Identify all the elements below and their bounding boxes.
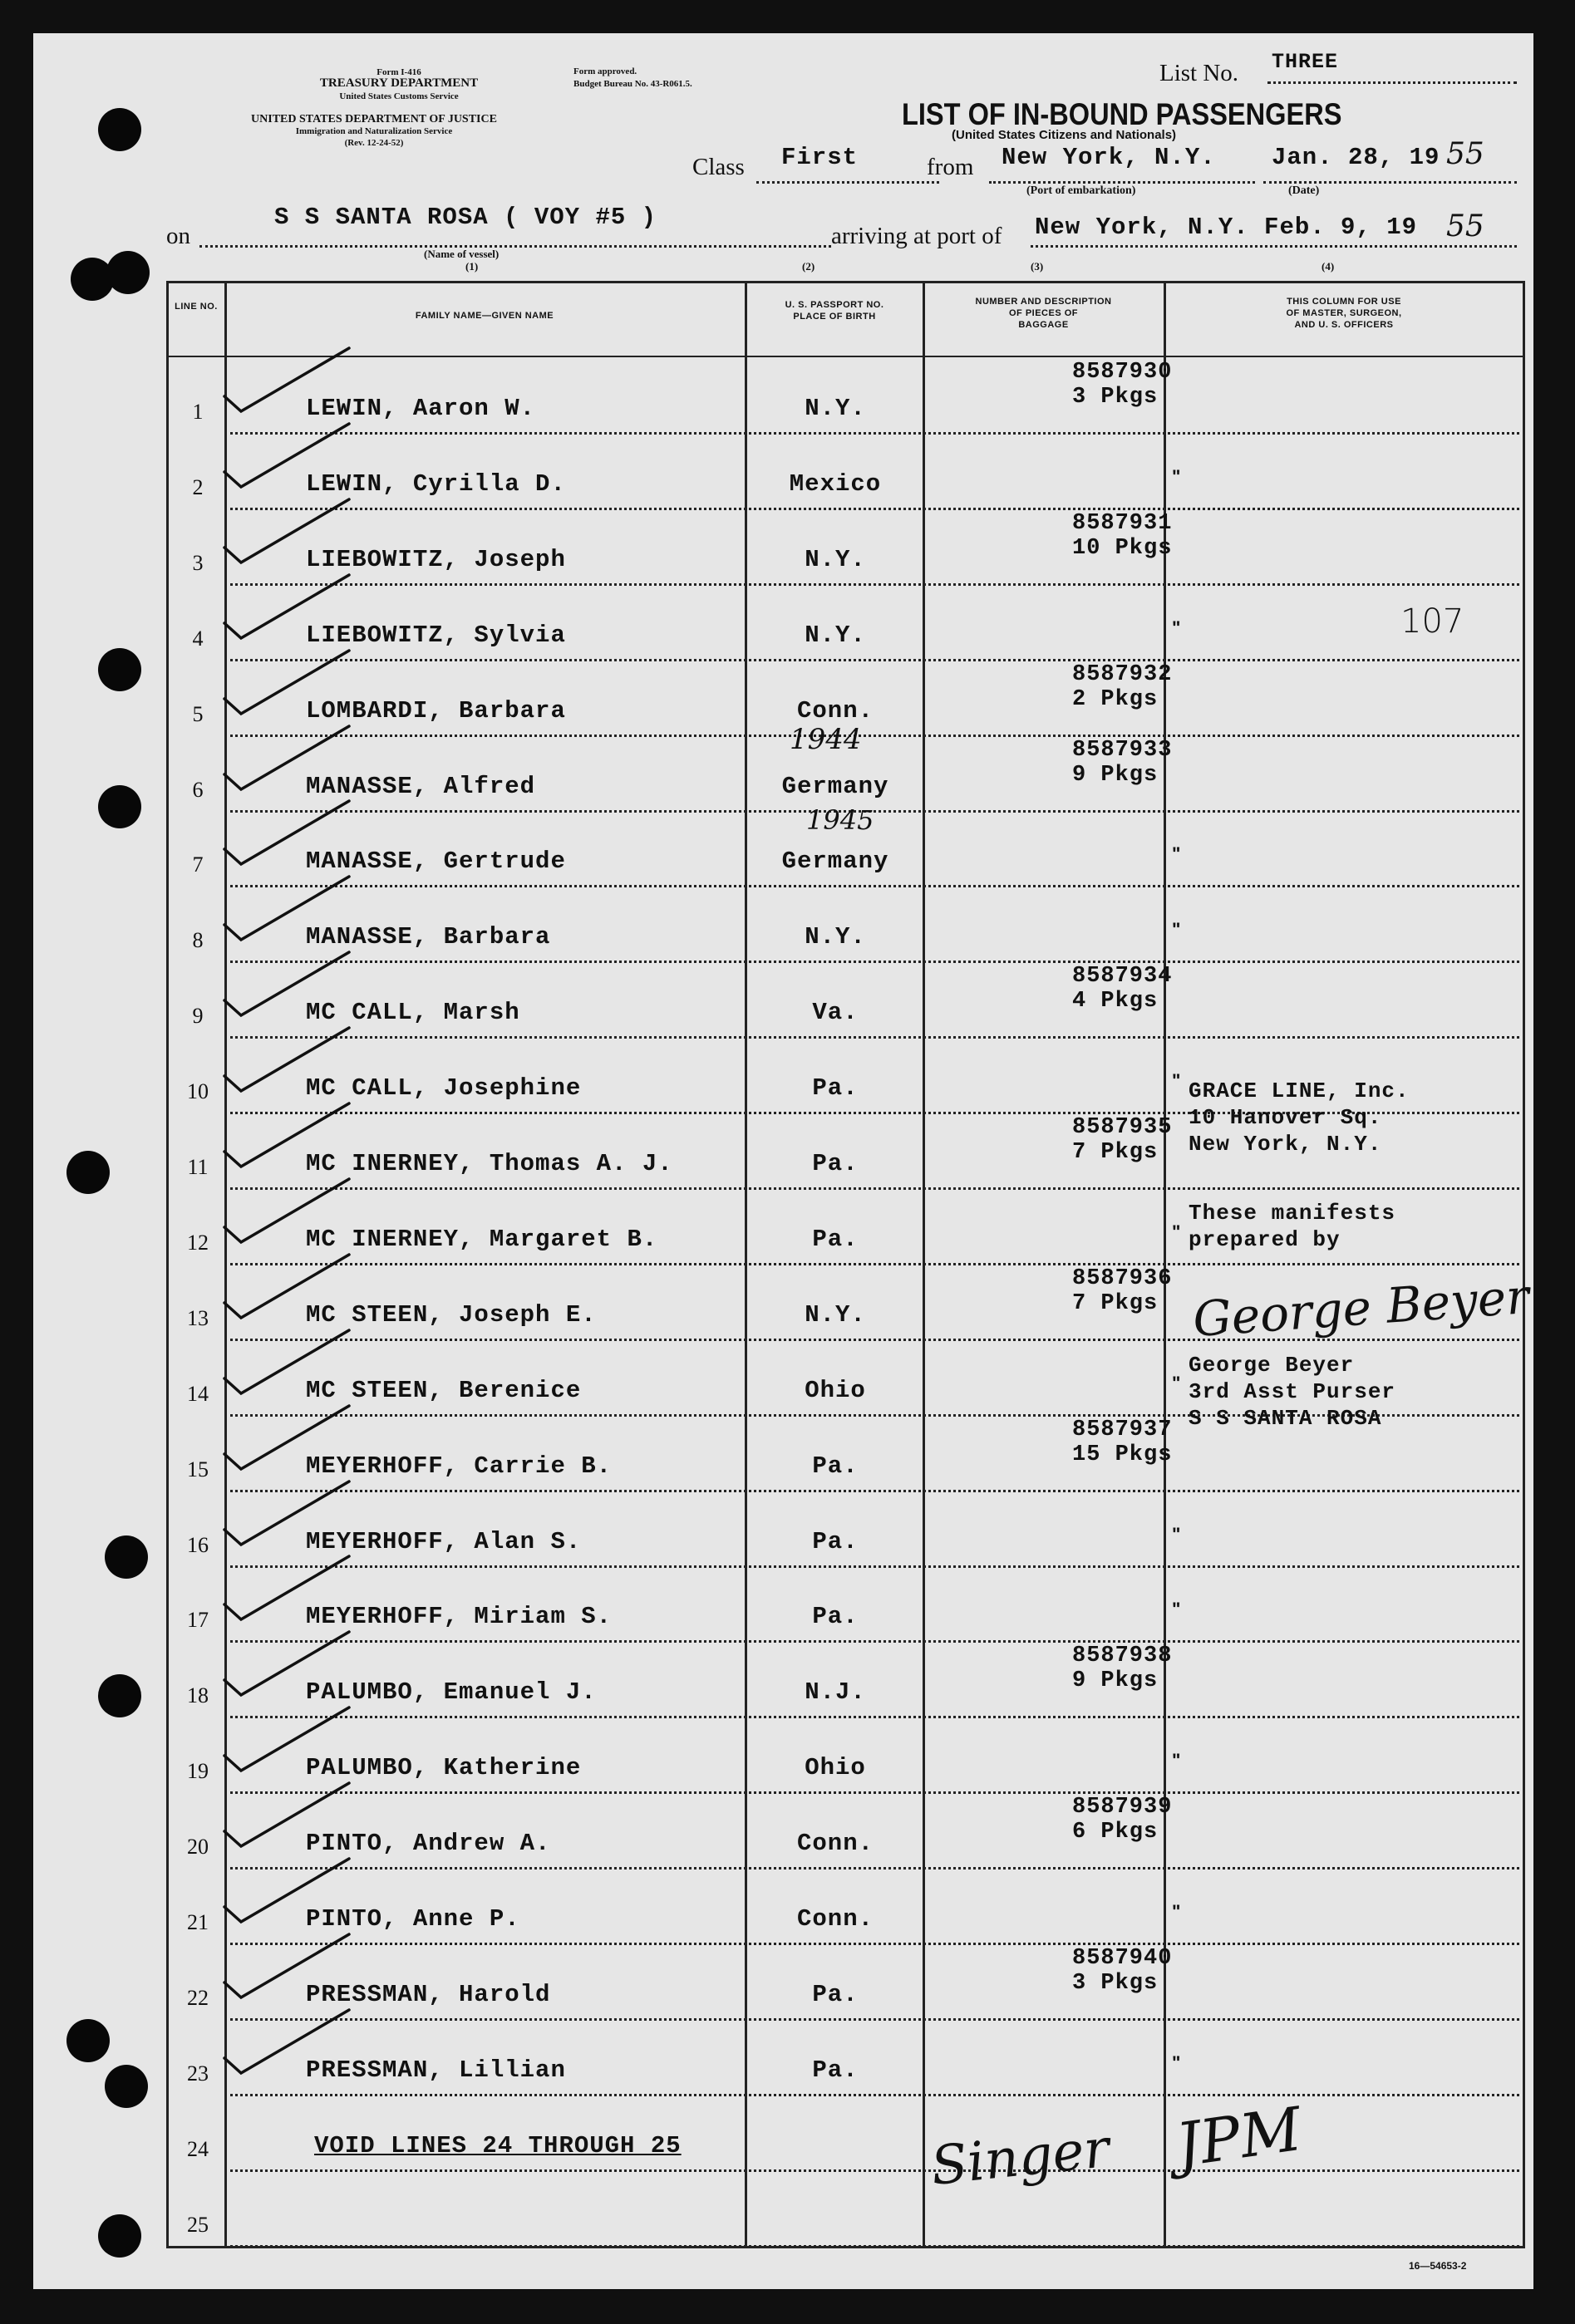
manifest-page (33, 33, 1533, 2289)
signer-line-2: 3rd Asst Purser (1189, 1379, 1396, 1404)
table-row (166, 437, 1525, 513)
table-row (166, 890, 1525, 965)
place-of-birth: N.Y. (805, 1300, 866, 1329)
line-number: 19 (187, 1759, 209, 1784)
date-year: 55 (1446, 137, 1484, 171)
line-number: 25 (187, 2212, 209, 2237)
on-label: on (166, 223, 190, 249)
vessel-name: S S SANTA ROSA ( VOY #5 ) (274, 204, 657, 231)
passenger-name: VOID LINES 24 THROUGH 25 (314, 2131, 682, 2159)
margin-number: 107 (1400, 602, 1464, 641)
dept-line-4: Immigration and Naturalization Service (295, 126, 453, 136)
line-number: 13 (187, 1305, 209, 1330)
place-of-birth: N.Y. (805, 923, 866, 951)
ditto-mark: " (1172, 1523, 1181, 1545)
passenger-name: PINTO, Anne P. (306, 1905, 520, 1933)
line-number: 17 (187, 1608, 209, 1633)
row-dotted-rule (224, 508, 1525, 510)
row-dotted-rule (224, 1263, 1525, 1265)
birth-year-1944: 1944 (790, 723, 862, 756)
arriving-year: 55 (1446, 209, 1484, 243)
passenger-name: LIEBOWITZ, Joseph (306, 545, 566, 573)
from-label: from (927, 154, 974, 180)
form-number: Form I-416 (377, 67, 421, 77)
baggage-number: 8587933 (1072, 737, 1173, 763)
table-row (166, 361, 1525, 437)
agent-line-3: New York, N.Y. (1189, 1132, 1382, 1157)
col-header-passport: U. S. PASSPORT NO. PLACE OF BIRTH (785, 300, 884, 322)
binder-hole (66, 2019, 110, 2062)
from-value: New York, N.Y. (1002, 144, 1216, 171)
row-dotted-rule (224, 1339, 1525, 1341)
line-number: 2 (192, 474, 204, 499)
inspector-initials: JPM (1171, 2093, 1307, 2181)
line-number: 12 (187, 1230, 209, 1255)
signer-line-1: George Beyer (1189, 1353, 1355, 1378)
place-of-birth: Germany (781, 772, 889, 800)
passenger-name: LIEBOWITZ, Sylvia (306, 621, 566, 649)
line-number: 21 (187, 1910, 209, 1934)
table-row (166, 2023, 1525, 2099)
passenger-name: LEWIN, Aaron W. (306, 395, 536, 422)
place-of-birth: Mexico (789, 469, 882, 498)
line-number: 16 (187, 1532, 209, 1557)
table-row (166, 1721, 1525, 1796)
passenger-name: MANASSE, Gertrude (306, 848, 566, 876)
passenger-name: MEYERHOFF, Carrie B. (306, 1452, 613, 1480)
vessel-caption: (Name of vessel) (424, 248, 500, 260)
passenger-name: LEWIN, Cyrilla D. (306, 469, 566, 498)
place-of-birth: Va. (812, 999, 859, 1027)
table-row (166, 2174, 1525, 2250)
passenger-name: MEYERHOFF, Miriam S. (306, 1603, 613, 1631)
row-dotted-rule (224, 583, 1525, 586)
binder-hole (98, 1674, 141, 1717)
dept-line-2: United States Customs Service (339, 91, 459, 101)
line-number: 5 (192, 701, 204, 726)
baggage-number: 8587940 (1072, 1945, 1173, 1971)
baggage-number: 8587935 (1072, 1115, 1173, 1140)
binder-hole (105, 1535, 148, 1579)
ditto-mark: " (1172, 1372, 1181, 1393)
agent-line-2: 10 Hanover Sq. (1189, 1105, 1382, 1130)
baggage-pieces: 9 Pkgs (1072, 762, 1159, 788)
class-value: First (781, 144, 859, 171)
line-number: 18 (187, 1683, 209, 1708)
caption-3: (3) (1031, 260, 1044, 273)
approved-line-2: Budget Bureau No. 43-R061.5. (573, 79, 692, 89)
ditto-mark: " (1172, 843, 1181, 865)
table-row (166, 1495, 1525, 1570)
col-header-baggage: NUMBER AND DESCRIPTION OF PIECES OF BAGGAGE (975, 297, 1112, 330)
place-of-birth: Pa. (812, 1603, 859, 1631)
page-title: LIST OF IN-BOUND PASSENGERS (902, 97, 1342, 131)
row-dotted-rule (224, 1490, 1525, 1492)
place-of-birth: Conn. (796, 1830, 874, 1858)
table-row (166, 1872, 1525, 1948)
baggage-number: 8587930 (1072, 360, 1173, 385)
place-of-birth: N.Y. (805, 545, 866, 573)
row-dotted-rule (224, 659, 1525, 661)
place-of-birth: N.Y. (805, 621, 866, 649)
revision-date: (Rev. 12-24-52) (344, 138, 404, 148)
place-of-birth: Pa. (812, 1150, 859, 1177)
line-number: 22 (187, 1985, 209, 2010)
purser-signature: George Beyer (1191, 1267, 1531, 1349)
row-dotted-rule (224, 1565, 1525, 1568)
line-number: 3 (192, 550, 204, 575)
table-row (166, 1796, 1525, 1872)
port-caption: (Port of embarkation) (1026, 184, 1136, 197)
passenger-name: PINTO, Andrew A. (306, 1830, 551, 1858)
binder-hole (98, 2214, 141, 2258)
dept-line-3: UNITED STATES DEPARTMENT OF JUSTICE (251, 113, 497, 125)
line-number: 14 (187, 1381, 209, 1406)
place-of-birth: Pa. (812, 1527, 859, 1555)
col-header-officers: THIS COLUMN FOR USE OF MASTER, SURGEON, AND U. S. OFFICERS (1286, 297, 1402, 330)
row-dotted-rule (224, 1867, 1525, 1870)
line-number: 23 (187, 2061, 209, 2086)
binder-hole (106, 251, 150, 294)
baggage-pieces: 4 Pkgs (1072, 989, 1159, 1015)
list-label: List No. (1159, 60, 1239, 86)
baggage-pieces: 2 Pkgs (1072, 686, 1159, 712)
row-dotted-rule (224, 885, 1525, 887)
arriving-label: arriving at port of (831, 223, 1002, 249)
line-number: 7 (192, 852, 204, 877)
row-dotted-rule (224, 1187, 1525, 1190)
prepared-line-2: prepared by (1189, 1227, 1341, 1252)
place-of-birth: Conn. (796, 696, 874, 725)
row-dotted-rule (224, 1640, 1525, 1643)
ditto-mark: " (1172, 2051, 1181, 2073)
passenger-name: MC CALL, Josephine (306, 1074, 582, 1103)
row-dotted-rule (224, 2169, 1525, 2172)
row-dotted-rule (224, 1791, 1525, 1794)
ditto-mark: " (1172, 919, 1181, 941)
line-number: 6 (192, 777, 204, 802)
ditto-mark: " (1172, 1221, 1181, 1242)
passenger-name: MANASSE, Alfred (306, 772, 536, 800)
ditto-mark: " (1172, 1599, 1181, 1620)
place-of-birth: Ohio (805, 1754, 866, 1782)
baggage-number: 8587934 (1072, 964, 1173, 990)
place-of-birth: Pa. (812, 1980, 859, 2008)
baggage-pieces: 10 Pkgs (1072, 535, 1173, 561)
passenger-name: PALUMBO, Emanuel J. (306, 1678, 597, 1707)
dept-line-1: TREASURY DEPARTMENT (319, 76, 479, 90)
class-label: Class (692, 154, 745, 180)
table-row (166, 1645, 1525, 1721)
place-of-birth: Pa. (812, 1225, 859, 1253)
row-dotted-rule (224, 1036, 1525, 1039)
binder-hole (98, 648, 141, 691)
row-dotted-rule (224, 2094, 1525, 2096)
place-of-birth: Pa. (812, 2056, 859, 2084)
line-number: 1 (192, 400, 204, 424)
binder-hole (98, 785, 141, 828)
passenger-name: MEYERHOFF, Alan S. (306, 1527, 582, 1555)
inspector-signature: Singer (928, 2117, 1113, 2199)
place-of-birth: Ohio (805, 1376, 866, 1404)
date-caption: (Date) (1288, 184, 1320, 197)
ditto-mark: " (1172, 617, 1181, 638)
table-row (166, 510, 1525, 588)
caption-1: (1) (465, 260, 479, 273)
passenger-name: PRESSMAN, Lillian (306, 2056, 566, 2084)
place-of-birth: N.Y. (805, 395, 866, 422)
baggage-number: 8587936 (1072, 1265, 1173, 1291)
passenger-name: MC INERNEY, Thomas A. J. (306, 1150, 673, 1177)
line-number: 4 (192, 626, 204, 651)
line-number: 24 (187, 2136, 209, 2161)
baggage-pieces: 9 Pkgs (1072, 1668, 1159, 1694)
place-of-birth: N.J. (805, 1678, 866, 1707)
caption-2: (2) (802, 260, 815, 273)
baggage-pieces: 15 Pkgs (1072, 1442, 1173, 1467)
baggage-pieces: 7 Pkgs (1072, 1140, 1159, 1165)
approved-line-1: Form approved. (573, 66, 637, 76)
baggage-pieces: 7 Pkgs (1072, 1290, 1159, 1316)
place-of-birth: Conn. (796, 1905, 874, 1933)
place-of-birth: Pa. (812, 1452, 859, 1480)
row-dotted-rule (224, 735, 1525, 737)
line-number: 15 (187, 1457, 209, 1481)
row-dotted-rule (224, 432, 1525, 435)
prepared-line-1: These manifests (1189, 1201, 1396, 1226)
table-row (166, 1570, 1525, 1645)
ditto-mark: " (1172, 465, 1181, 487)
passenger-name: MC CALL, Marsh (306, 999, 520, 1027)
baggage-number: 8587939 (1072, 1795, 1173, 1820)
baggage-pieces: 3 Pkgs (1072, 385, 1159, 410)
row-dotted-rule (224, 2018, 1525, 2021)
signer-line-3: S S SANTA ROSA (1189, 1406, 1382, 1431)
line-number: 11 (187, 1155, 209, 1179)
ditto-mark: " (1172, 1750, 1181, 1771)
table-row (166, 2099, 1525, 2174)
line-number: 9 (192, 1004, 204, 1029)
caption-4: (4) (1322, 260, 1335, 273)
binder-hole (105, 2065, 148, 2108)
table-row (166, 965, 1525, 1041)
passenger-name: PRESSMAN, Harold (306, 1980, 551, 2008)
table-row (166, 588, 1525, 664)
line-number: 20 (187, 1835, 209, 1860)
list-number: THREE (1272, 50, 1339, 74)
birth-year-1945: 1945 (806, 804, 874, 836)
place-of-birth: Germany (781, 848, 889, 876)
row-dotted-rule (224, 961, 1525, 963)
passenger-name: MC STEEN, Joseph E. (306, 1300, 597, 1329)
check-mark-icon (208, 2000, 357, 2091)
row-dotted-rule (224, 2245, 1525, 2248)
binder-hole (98, 108, 141, 151)
page-subtitle: (United States Citizens and Nationals) (952, 128, 1177, 142)
baggage-pieces: 6 Pkgs (1072, 1820, 1159, 1845)
line-number: 8 (192, 928, 204, 953)
row-dotted-rule (224, 1943, 1525, 1945)
binder-hole (66, 1151, 110, 1194)
col-header-line: LINE NO. (175, 302, 218, 312)
row-dotted-rule (224, 1716, 1525, 1718)
agent-line-1: GRACE LINE, Inc. (1189, 1078, 1410, 1103)
arriving-value: New York, N.Y. Feb. 9, 19 (1035, 214, 1418, 241)
date-value: Jan. 28, 19 (1272, 144, 1440, 171)
passenger-name: LOMBARDI, Barbara (306, 696, 566, 725)
table-row (166, 1945, 1525, 2023)
baggage-number: 8587938 (1072, 1644, 1173, 1669)
baggage-pieces: 3 Pkgs (1072, 1970, 1159, 1996)
footer-code: 16—54653-2 (1409, 2260, 1467, 2272)
baggage-number: 8587931 (1072, 510, 1173, 536)
baggage-number: 8587932 (1072, 661, 1173, 687)
ditto-mark: " (1172, 1901, 1181, 1922)
passenger-name: PALUMBO, Katherine (306, 1754, 582, 1782)
row-dotted-rule (224, 810, 1525, 813)
passenger-name: MANASSE, Barbara (306, 923, 551, 951)
passenger-name: MC INERNEY, Margaret B. (306, 1225, 658, 1253)
passenger-name: MC STEEN, Berenice (306, 1376, 582, 1404)
place-of-birth: Pa. (812, 1074, 859, 1103)
line-number: 10 (187, 1079, 209, 1104)
ditto-mark: " (1172, 1070, 1181, 1092)
col-header-name: FAMILY NAME—GIVEN NAME (415, 311, 554, 321)
baggage-number: 8587937 (1072, 1417, 1173, 1442)
